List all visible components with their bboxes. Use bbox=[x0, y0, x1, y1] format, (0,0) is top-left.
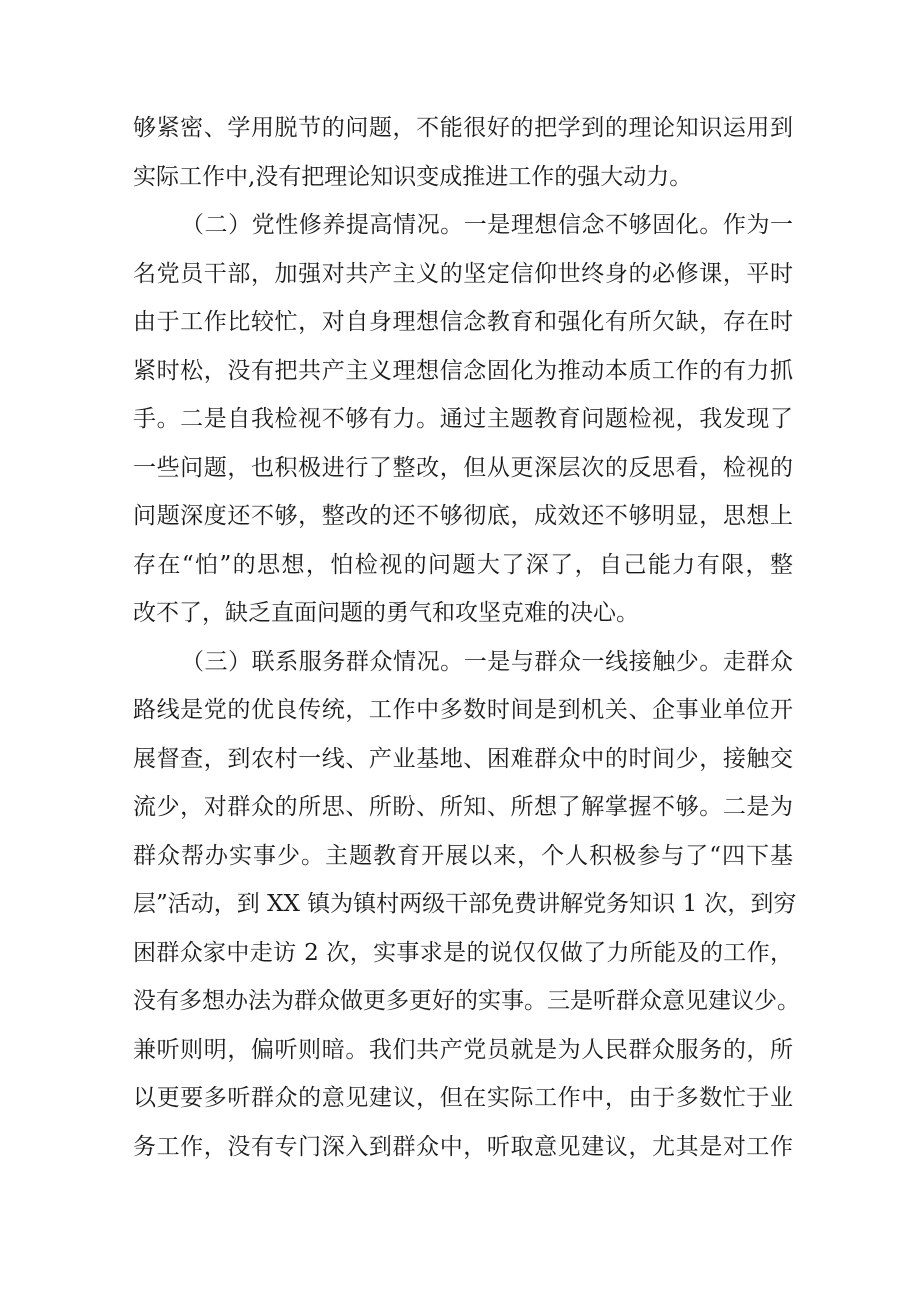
text-line: 改不了，缺乏直面问题的勇气和攻坚克难的决心。 bbox=[133, 600, 639, 626]
document-body bbox=[133, 104, 800, 1171]
text-line: 流少，对群众的所思、所盼、所知、所想了解掌握不够。二是为 bbox=[133, 794, 793, 820]
text-line: （二）党性修养提高情况。一是理想信念不够固化。作为一 bbox=[181, 212, 793, 238]
text-line: 群众帮办实事少。主题教育开展以来，个人积极参与了“四下基 bbox=[133, 842, 793, 869]
text-line: 务工作，没有专门深入到群众中，听取意见建议，尤其是对工作 bbox=[133, 1133, 793, 1160]
text-line: 没有多想办法为群众做更多更好的实事。三是听群众意见建议少。 bbox=[133, 988, 800, 1014]
text-line: 名党员干部，加强对共产主义的坚定信仰世终身的必修课，平时 bbox=[133, 260, 793, 287]
text-line: 存在“怕”的思想，怕检视的问题大了深了，自己能力有限，整 bbox=[133, 551, 793, 578]
text-line: 紧时松，没有把共产主义理想信念固化为推动本质工作的有力抓 bbox=[133, 357, 793, 384]
paragraph-serving-masses bbox=[133, 638, 800, 1172]
text-line: 层”活动，到 XX 镇为镇村两级干部免费讲解党务知识 1 次，到穷 bbox=[133, 891, 797, 917]
text-line: （三）联系服务群众情况。一是与群众一线接触少。走群众 bbox=[181, 648, 793, 675]
text-line: 以更要多听群众的意见建议，但在实际工作中，由于多数忙于业 bbox=[133, 1085, 793, 1111]
paragraph-continuation bbox=[133, 104, 793, 201]
text-line: 手。二是自我检视不够有力。通过主题教育问题检视，我发现了 bbox=[133, 406, 793, 432]
text-line: 展督查，到农村一线、产业基地、困难群众中的时间少，接触交 bbox=[133, 745, 793, 772]
text-line: 一些问题，也积极进行了整改，但从更深层次的反思看，检视的 bbox=[133, 454, 793, 481]
text-line: 问题深度还不够，整改的还不够彻底，成效还不够明显，思想上 bbox=[133, 503, 793, 529]
text-line: 够紧密、学用脱节的问题，不能很好的把学到的理论知识运用到 bbox=[133, 115, 793, 141]
text-line: 由于工作比较忙，对自身理想信念教育和强化有所欠缺，存在时 bbox=[133, 309, 793, 335]
paragraph-party-spirit bbox=[133, 201, 793, 638]
text-line: 路线是党的优良传统，工作中多数时间是到机关、企事业单位开 bbox=[133, 697, 793, 723]
text-line: 困群众家中走访 2 次，实事求是的说仅仅做了力所能及的工作， bbox=[133, 939, 793, 966]
text-line: 实际工作中,没有把理论知识变成推进工作的强大动力。 bbox=[133, 163, 693, 190]
text-line: 兼听则明，偏听则暗。我们共产党员就是为人民群众服务的，所 bbox=[133, 1036, 793, 1063]
